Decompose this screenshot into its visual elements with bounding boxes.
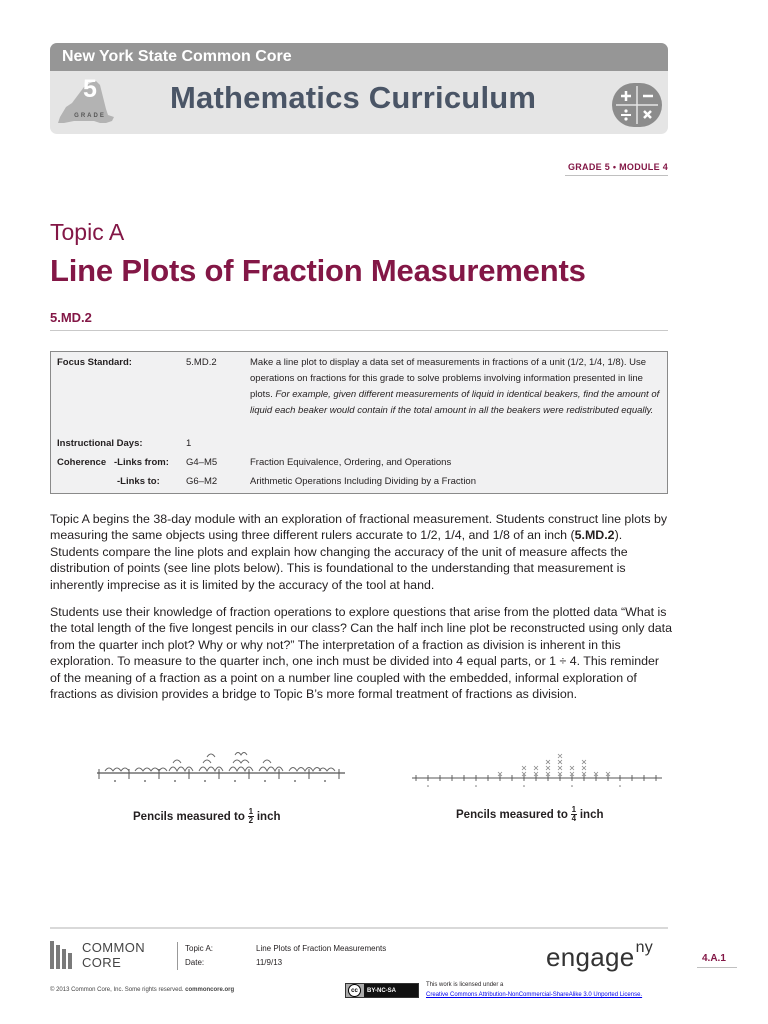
body-paragraph-1 [50,511,672,593]
focus-description-text: Make a line plot to display a data set of measurements in fractions of a unit (1/2, 1/4, 1/8). Use operations on fractions for this grade to solve problems involving information presented in line plots. [250,357,647,400]
focus-standard-label: Focus Standard: [57,357,132,368]
footer-date-value: 11/9/13 [256,958,283,967]
half-unit: inch [256,810,281,823]
quarter-inch-caption [456,806,604,823]
license-text: This work is licensed under a [426,982,504,988]
paragraph-1-standard: 5.MD.2 [574,528,615,543]
cc-license-badge[interactable] [345,983,419,998]
grade-word: GRADE [74,113,106,119]
footer-rule [50,927,668,929]
copyright-site-link[interactable]: commoncore.org [185,987,235,993]
footer-topic-label: Topic A: [185,944,214,953]
half-fraction [248,808,254,825]
cc-icon: cc [348,984,361,997]
half-caption-text: Pencils measured to [133,810,245,823]
links-from-description: Fraction Equivalence, Ordering, and Operations [250,457,452,468]
instructional-days-label: Instructional Days: [57,438,143,449]
half-inch-line-plot-image [95,745,350,790]
banner-top-text: New York State Common Core [50,43,668,71]
half-inch-caption [133,808,281,825]
engageny-logo [546,939,654,973]
page-title: Line Plots of Fraction Measurements [50,253,586,288]
footer-topic-value: Line Plots of Fraction Measurements [256,944,387,953]
page-number-rule [697,967,737,968]
focus-standard-code: 5.MD.2 [186,357,217,368]
footer-date-label: Date: [185,958,205,967]
focus-description-example: For example, given different measurements of liquid in identical beakers, find the amount of liquid each beaker would contain if the total amount in all the beakers were redistributed equally. [250,389,660,416]
body-paragraph-2: Students use their knowledge of fraction operations to explore questions that arise from the plotted data “What is the total length of the five longest pencils in our class? Can the half inch line plot be reconstructed using only data from the quarter inch plot? Why or why not?” The interpretation of a fraction as division is inherent in this exploration. To measure to the quarter inch, one inch must be divided into 4 equal parts, or 1 ÷ 4. This reminder of the meaning of a fraction as a point on a number line coupled with the embedded, informal exploration of fractions as division provides a bridge to Topic B’s more formal treatment of fractions as division. [50,605,672,702]
paragraph-1-text-a: Topic A begins the 38-day module with an exploration of fractional measurement. Students construct line plots by measuring the same objects using three different rulers accurate to 1/2, 1/4, and 1/8 of an inch ( [50,512,668,543]
common-core-line-2: CORE [82,955,122,970]
copyright-text: © 2013 Common Core, Inc. Some rights reserved. [50,987,186,993]
focus-standard-description [250,355,660,419]
common-core-logo-icon [50,941,74,969]
common-core-wordmark [82,941,145,969]
standard-code: 5.MD.2 [50,310,92,325]
quarter-caption-text: Pencils measured to [456,808,568,821]
focus-standard-table [50,351,668,494]
half-numerator: 1 [248,807,254,816]
standard-rule [50,330,668,331]
math-operations-icon [611,82,663,128]
common-core-line-1: COMMON [82,940,146,955]
grade-number: 5 [83,75,97,103]
links-to-code: G6–M2 [186,476,218,487]
instructional-days-value: 1 [186,438,192,449]
copyright-line [50,987,234,993]
license-link[interactable]: Creative Commons Attribution-NonCommercial-ShareAlike 3.0 Unported License. [426,992,643,998]
links-from-code: G4–M5 [186,457,218,468]
quarter-denominator: 4 [571,814,577,823]
engage-word: engage [546,942,635,972]
cc-badge-text: BY-NC-SA [364,984,418,997]
footer-divider [177,942,178,970]
engage-ny: ny [635,939,654,957]
module-tag-rule [565,175,668,176]
module-tag: GRADE 5 • MODULE 4 [567,162,668,172]
quarter-numerator: 1 [571,805,577,814]
topic-label: Topic A [50,219,125,245]
half-denominator: 2 [248,816,254,825]
curriculum-title: Mathematics Curriculum [170,80,537,115]
quarter-fraction [571,806,577,823]
quarter-inch-line-plot-image [410,750,665,795]
paragraph-1-text-b: ). Students compare the line plots and explain how changing the accuracy of the unit of measure affects the distribution of points (see line plots below). This is foundational to the understanding that measurement is inherently imprecise as it is limited by the accuracy of the tool at hand. [50,528,628,592]
coherence-from-label: Coherence -Links from: [57,457,169,468]
quarter-unit: inch [579,808,604,821]
links-to-label: -Links to: [117,476,160,487]
page-number: 4.A.1 [702,953,726,964]
links-to-description: Arithmetic Operations Including Dividing by a Fraction [250,476,476,487]
